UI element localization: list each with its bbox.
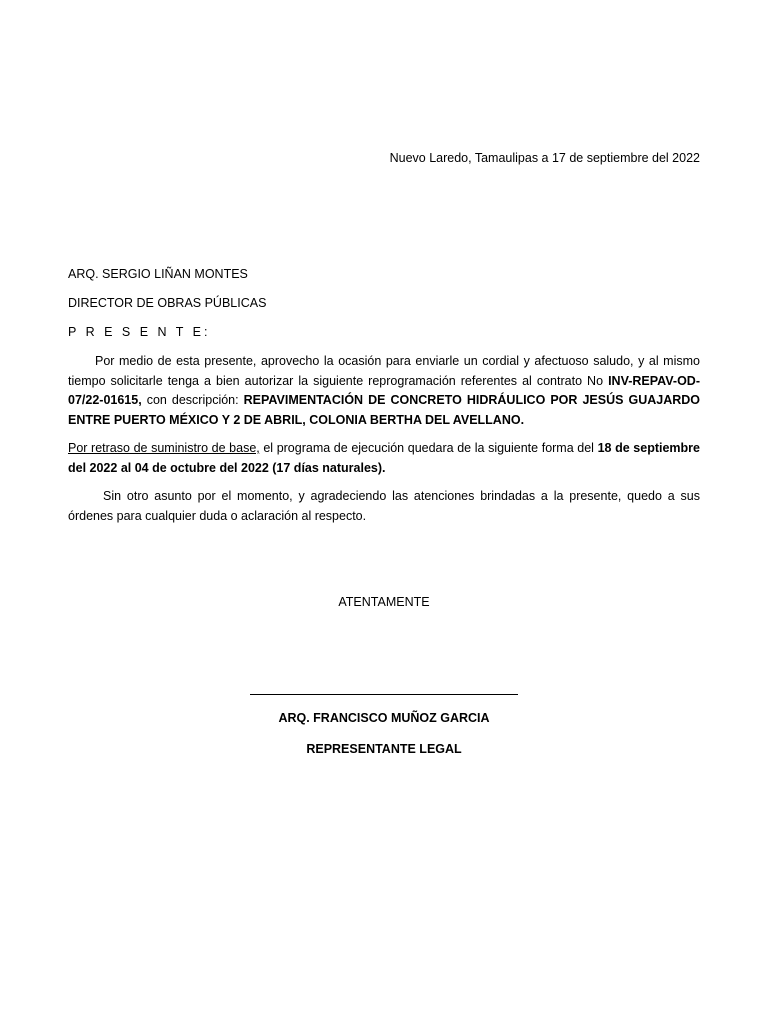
paragraph-closing: Sin otro asunto por el momento, y agradeciendo las atenciones brindadas a la presente, quedo a sus órdenes para cualquier duda o aclaración al respecto. [68, 489, 700, 523]
salutation: P R E S E N T E: [68, 325, 211, 339]
letter-body [68, 352, 700, 535]
paragraph-request-middle: con descripción: [141, 393, 244, 407]
signer-role: REPRESENTANTE LEGAL [306, 742, 462, 756]
addressee-block [68, 266, 700, 353]
paragraph-schedule-middle: el programa de ejecución quedara de la siguiente forma del [259, 441, 598, 455]
date-line: Nuevo Laredo, Tamaulipas a 17 de septiembre del 2022 [389, 151, 700, 165]
paragraph-schedule [68, 439, 700, 478]
schedule-period: 18 de septiembre del 2022 al 04 de octubre del 2022 (17 días naturales). [68, 441, 700, 475]
signature-line [250, 694, 518, 695]
project-description: REPAVIMENTACIÓN DE CONCRETO HIDRÁULICO POR JESÚS GUAJARDO ENTRE PUERTO MÉXICO Y 2 DE ABRIL, COLONIA BERTHA DEL AVELLANO. [68, 393, 701, 427]
paragraph-request [68, 352, 700, 430]
closing-word: ATENTAMENTE [338, 595, 430, 609]
delay-reason: Por retraso de suministro de base, [68, 441, 260, 455]
recipient-title: DIRECTOR DE OBRAS PÚBLICAS [68, 296, 267, 310]
contract-number: INV-REPAV-OD-07/22-01615, [68, 373, 700, 407]
signer-name: ARQ. FRANCISCO MUÑOZ GARCIA [278, 711, 490, 725]
recipient-name: ARQ. SERGIO LIÑAN MONTES [68, 267, 248, 281]
paragraph-request-intro: Por medio de esta presente, aprovecho la ocasión para enviarle un cordial y afectuoso saludo, y al mismo tiempo solicitarle tenga a bien autorizar la siguiente reprogramación referentes al contrato No [68, 354, 700, 388]
